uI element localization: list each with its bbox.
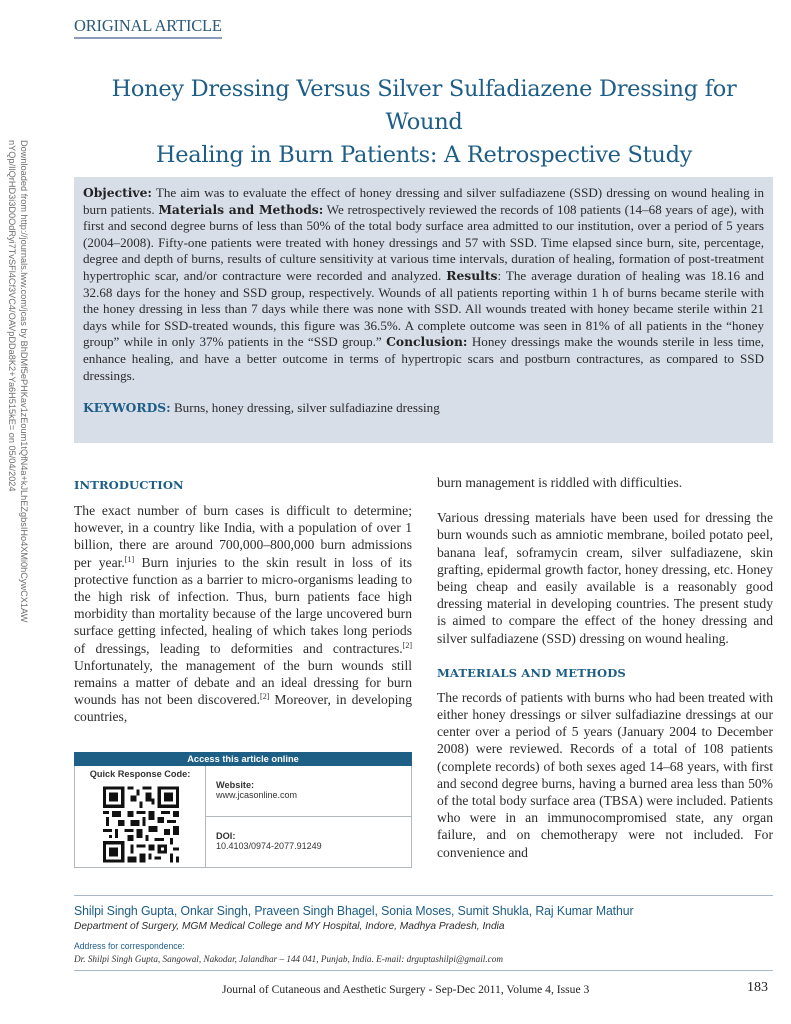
methods-text: We retrospectively reviewed the records of 108 patients (14–68 years of age), with first and second degree burns of less than 50% of the total body surface area admitted to our institution, over a period of 5 years (2004–2008). Fifty-one patients were treated with honey dressings and 57 with SSD. Time elapsed since burn, site, percentage, degree and depth of burns, results of culture sensitivity at various time intervals, duration of healing, formation of post-treatment hypertrophic scar, and/or contracture were recorded and analyzed. — [83, 201, 764, 283]
website-link[interactable]: www.jcasonline.com — [216, 790, 298, 800]
website-cell — [206, 766, 411, 817]
download-stamp-line1: Downloaded from http://journals.lww.com/jcas by BhDMf5ePHKav1zEoum1tQfN4a+kJLhEZgbsIHo4XMi0hCywCX1AW — [19, 140, 29, 623]
citation-2[interactable]: [2] — [402, 640, 412, 650]
right-column — [437, 474, 773, 861]
introduction-heading: INTRODUCTION — [74, 478, 184, 492]
author-top-rule — [74, 895, 773, 896]
left-column — [74, 478, 412, 726]
results-text: : The average duration of healing was 18.16 and 32.68 days for the honey and SSD group, respectively. Wounds of all patients reporting within 1 h of burns became sterile with the honey dressing in less than 7 days while there was none with SSD. All wounds treated with honey became sterile within 21 days while for SSD-treated wounds, this figure was 36.5%. A complete outcome was seen in 81% of all patients in the “honey group” while in only 37% patients in the “SSD group.” — [83, 267, 764, 350]
article-title — [74, 73, 774, 172]
intro-text-b: Burn injuries to the skin result in loss of its protective function as a barrier to micro-organisms leading to the high risk of infection. Thus, burn patients face high morbidity than mortality because of the large uncovered burn surface getting infected, healing of which takes long periods of dressings, leading to deformities and contractures. — [74, 554, 412, 656]
conclusion-label: Conclusion: — [386, 334, 468, 350]
citation-1[interactable]: [1] — [124, 554, 135, 564]
results-label: Results — [446, 267, 498, 283]
intro-text-c: Unfortunately, the management of the burn wounds still remains a matter of debate and an ideal dressing for burn wounds has not been discovered. — [74, 657, 412, 708]
website-label: Website: — [216, 780, 255, 790]
doi-label: DOI: — [216, 831, 236, 841]
correspondence-label: Address for correspondence: — [74, 940, 185, 951]
author-bottom-rule — [74, 970, 773, 971]
doi-link[interactable]: 10.4103/0974-2077.91249 — [216, 841, 322, 851]
title-line-2: Healing in Burn Patients: A Retrospective Study — [155, 142, 693, 168]
keywords-text: Burns, honey dressing, silver sulfadiazine dressing — [170, 400, 440, 416]
qr-code-icon[interactable] — [103, 784, 179, 865]
conclusion-text: Honey dressings make the wounds sterile in less time, enhance healing, and have a better outcome in terms of hypertropic scars and postburn contractures, as compared to SSD dressings. — [83, 334, 764, 383]
download-stamp-text — [6, 140, 30, 622]
access-header: Access this article online — [74, 752, 412, 766]
page-number: 183 — [747, 980, 768, 995]
correspondence-address: Dr. Shilpi Singh Gupta, Sangowal, Nakodar, Jalandhar – 144 041, Punjab, India. E-mail: drguptashilpi@gmail.com — [74, 954, 503, 965]
abstract-body — [83, 185, 764, 384]
citation-2b[interactable]: [2] — [260, 692, 270, 702]
qr-cell — [75, 766, 206, 867]
author-affiliation: Department of Surgery, MGM Medical College and MY Hospital, Indore, Madhya Pradesh, India — [74, 921, 505, 932]
section-label: ORIGINAL ARTICLE — [74, 16, 222, 39]
intro-text-a: The exact number of burn cases is difficult to determine; however, in a country like India, with a population of over 1 billion, there are around 700,000–800,000 burn admissions per year. — [74, 503, 412, 570]
title-line-1: Honey Dressing Versus Silver Sulfadiazene Dressing for Wound — [111, 76, 737, 135]
methods-heading: MATERIALS AND METHODS — [437, 665, 626, 680]
intro-continuation: burn management is riddled with difficulties. — [437, 475, 683, 490]
doi-cell — [206, 818, 411, 851]
introduction-paragraph — [74, 502, 412, 726]
methods-paragraph: The records of patients with burns who had been treated with either honey dressings or silver sulfadiazine dressings at our center over a period of 5 years (January 2004 to December 2008) were reviewed. Records of a total of 108 patients (complete records) of both sexes aged 14–68 years, with first and second degree burns, having a burned area less than 50% of the total body surface area (TBSA) were included. Patients who were in an immunocompromised state, any organ failure, and on chemotherapy were not included. For convenience and — [437, 689, 773, 860]
qr-label: Quick Response Code: — [89, 769, 191, 779]
objective-label: Objective: — [83, 185, 152, 200]
methods-label: Materials and Methods: — [158, 201, 324, 217]
abstract-box — [74, 177, 773, 443]
intro-text-d: Moreover, in developing countries, — [74, 692, 413, 725]
introduction-paragraph-2: Various dressing materials have been used for dressing the burn wounds such as amniotic membrane, boiled potato peel, banana leaf, soframycin cream, silver sulfadiazene, skin grafting, epidermal growth factor, honey dressing, etc. Honey being cheap and easily available is a reasonably good dressing material in developing countries. The present study is aimed to compare the effect of the honey dressing and silver sulfadiazene (SSD) dressing on wound healing. — [437, 510, 773, 646]
access-info — [206, 766, 411, 867]
download-stamp-line2: nYQp/IlQrHD3i3D0OdRyi7TvSFl4Cf3VC4/OAVpDDa8K2+Ya6H515kE= on 05/04/2024 — [7, 140, 17, 492]
access-article-box — [74, 752, 412, 868]
objective-text: The aim was to evaluate the effect of honey dressing and silver sulfadiazene (SSD) dressing on wound healing in burn patients. — [83, 185, 764, 217]
journal-footer: Journal of Cutaneous and Aesthetic Surgery - Sep-Dec 2011, Volume 4, Issue 3 — [222, 983, 590, 996]
keywords — [83, 400, 764, 416]
keywords-label: KEYWORDS: — [83, 400, 171, 416]
author-list: Shilpi Singh Gupta, Onkar Singh, Praveen Singh Bhagel, Sonia Moses, Sumit Shukla, Raj Kumar Mathur — [74, 903, 634, 918]
download-stamp — [6, 140, 42, 623]
